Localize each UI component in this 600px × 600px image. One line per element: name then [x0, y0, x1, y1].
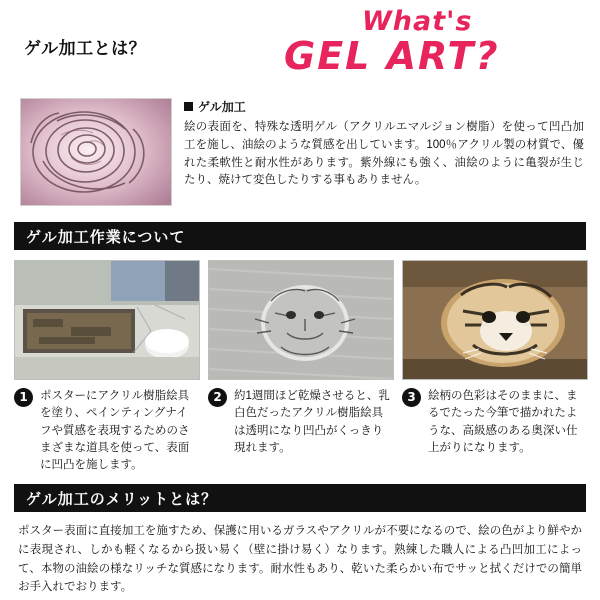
step-1-illustration [15, 261, 199, 379]
process-step-1 [14, 260, 198, 474]
step-3-caption [402, 388, 586, 474]
page-title: ゲル加工とは？ [24, 39, 147, 58]
step-1-photo [14, 260, 200, 380]
intro-heading-label: ゲル加工 [198, 100, 246, 114]
process-step-2 [208, 260, 392, 474]
intro-body-text: 絵の表面を、特殊な透明ゲル（アクリルエマルジョン樹脂）を使って凹凸加工を施し、油絵のような質感を出しています。100％アクリル製の材質で、優れた柔軟性と耐水性があります。紫外線にも強く、油絵のように亀裂が生じたり、焼けて変色したりする事もありません。 [184, 121, 584, 187]
step-2-number: 2 [208, 388, 227, 407]
step-3-illustration [403, 261, 587, 379]
merit-body-text: ポスター表面に直接加工を施すため、保護に用いるガラスやアクリルが不要になるので、絵の色がより鮮やかに表現され、しかも軽くなるから扱い易く（壁に掛け易く）なります。熟練した職人による凸凹加工によって、本物の油絵の様なリッチな質感になります。耐水性もあり、乾いた柔らかい布でサッと拭くだけでの簡単お手入れでおります。 [18, 525, 582, 594]
page-header [0, 0, 600, 88]
intro-heading [184, 98, 584, 115]
logo-gelart-text: GEL ART? [284, 34, 500, 78]
step-2-photo [208, 260, 394, 380]
step-1-number: 1 [14, 388, 33, 407]
step-3-caption-text: 絵柄の色彩はそのままに、まるでたった今筆で描かれたような、高級感のある奥深い仕上がりになります。 [428, 390, 578, 454]
intro-text-block [184, 98, 584, 190]
intro-block [14, 98, 586, 210]
merit-band-label: ゲル加工のメリットとは？ [26, 491, 218, 509]
merit-section-band [14, 484, 586, 512]
process-section-band [14, 222, 586, 250]
step-1-caption-text: ポスターにアクリル樹脂絵具を塗り、ペインティングナイフや質感を表現するためのさまざまな道具を使って、表面に凹凸を施します。 [40, 390, 190, 471]
step-2-illustration [209, 261, 393, 379]
step-3-number: 3 [402, 388, 421, 407]
step-1-caption [14, 388, 198, 474]
process-steps [14, 260, 586, 474]
step-3-photo [402, 260, 588, 380]
step-2-caption-text: 約1週間ほど乾燥させると、乳白色だったアクリル樹脂絵具は透明になり凹凸がくっきり現れます。 [234, 390, 390, 454]
black-square-bullet-icon [184, 102, 193, 111]
gel-art-logo [266, 2, 586, 88]
logo-whats-text: What's [362, 6, 473, 37]
rose-illustration [21, 99, 171, 205]
process-step-3 [402, 260, 586, 474]
step-2-caption [208, 388, 392, 474]
rose-closeup-image [20, 98, 172, 206]
process-band-label: ゲル加工作業について [26, 229, 186, 246]
